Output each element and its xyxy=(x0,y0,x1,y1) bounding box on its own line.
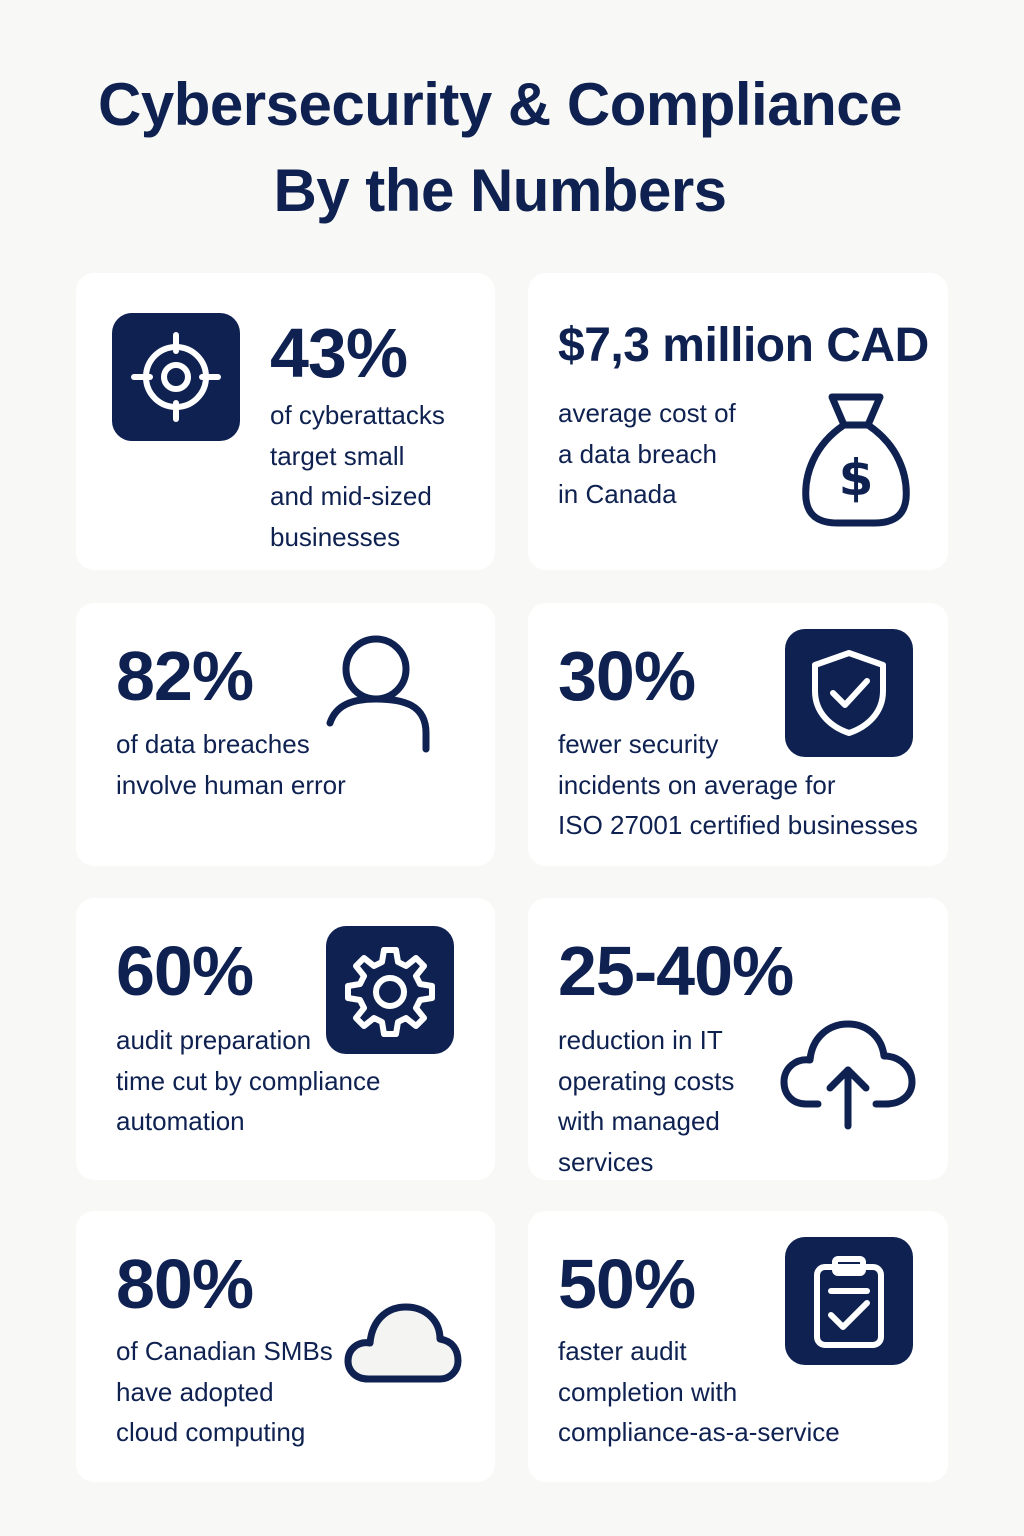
stat-description: of Canadian SMBs have adopted cloud computing xyxy=(116,1336,333,1447)
stat-description: of cyberattacks target small and mid-sized businesses xyxy=(270,400,445,552)
stat-value: 30% xyxy=(558,637,696,715)
stat-description: reduction in IT operating costs with managed services xyxy=(558,1025,735,1177)
stat-description: audit preparation time cut by compliance automation xyxy=(116,1025,381,1136)
stat-value: 60% xyxy=(116,932,254,1010)
stat-card-human-error xyxy=(76,603,495,866)
page-title xyxy=(0,62,1000,234)
stat-description: fewer security incidents on average for ISO 27001 certified businesses xyxy=(558,729,918,840)
stat-description: faster audit completion with compliance-as-a-service xyxy=(558,1336,840,1447)
target-icon xyxy=(112,313,240,441)
cloud-upload-icon xyxy=(778,1016,918,1132)
title-line-2: By the Numbers xyxy=(273,157,727,224)
stat-description: average cost of a data breach in Canada xyxy=(558,398,736,509)
stat-card-iso-certified xyxy=(528,603,948,866)
stat-value: $7,3 million CAD xyxy=(558,319,929,372)
money-bag-icon xyxy=(798,391,914,529)
title-line-1: Cybersecurity & Compliance xyxy=(98,71,902,138)
stat-card-breach-cost xyxy=(528,273,948,570)
stat-value: 50% xyxy=(558,1245,696,1323)
stat-description: of data breaches involve human error xyxy=(116,729,346,800)
stat-card-it-costs xyxy=(528,898,948,1180)
cloud-icon xyxy=(344,1299,462,1387)
stat-card-cloud-adoption xyxy=(76,1211,495,1482)
stat-card-faster-audit xyxy=(528,1211,948,1482)
svg-text:$: $ xyxy=(838,449,874,507)
stat-value: 82% xyxy=(116,637,254,715)
stat-card-small-business-attacks xyxy=(76,273,495,570)
stat-value: 43% xyxy=(270,314,408,392)
stat-value: 80% xyxy=(116,1245,254,1323)
stat-card-audit-prep xyxy=(76,898,495,1180)
stat-value: 25-40% xyxy=(558,932,794,1010)
